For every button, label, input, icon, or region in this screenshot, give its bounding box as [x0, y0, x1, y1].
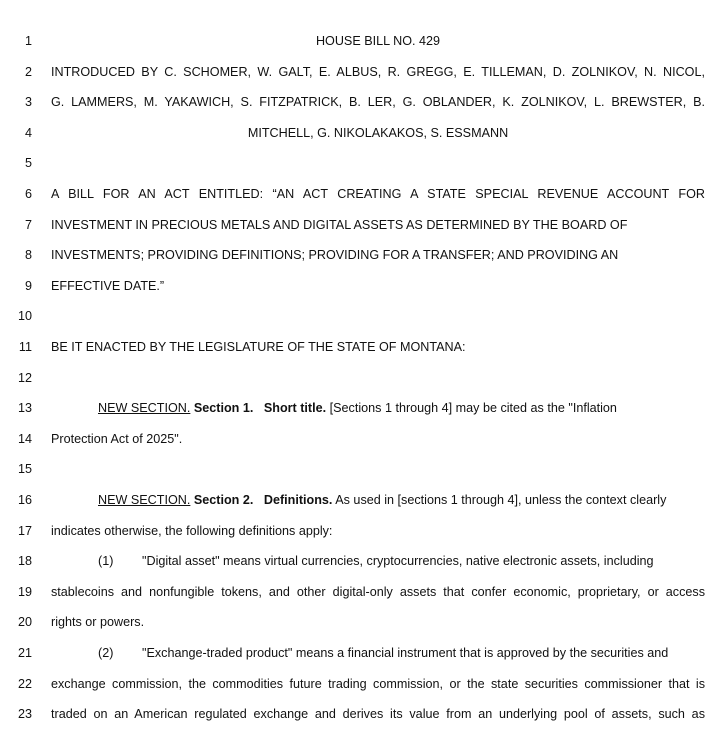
line-text: [98, 399, 705, 417]
bill-line: [0, 307, 722, 338]
bill-line: [0, 369, 722, 400]
line-number: 21: [17, 646, 32, 660]
line-text: [51, 216, 705, 234]
bill-line: [0, 675, 722, 706]
bill-line: [0, 277, 722, 308]
line-number: 10: [17, 309, 32, 324]
line-number: 16: [17, 493, 32, 507]
text-run: [253, 493, 264, 507]
text-run: G. LAMMERS, M. YAKAWICH, S. FITZPATRICK, B. LER, G. OBLANDER, K. ZOLNIKOV, L. BREWSTER, B.: [51, 95, 705, 110]
line-text: [98, 644, 705, 662]
line-text: [51, 32, 705, 50]
text-run: EFFECTIVE DATE.”: [51, 278, 165, 293]
new-section-label: NEW SECTION.: [98, 401, 191, 416]
bill-line: [0, 644, 722, 675]
bill-line: [0, 154, 722, 185]
line-number: 8: [24, 248, 32, 263]
line-number: 11: [18, 340, 32, 354]
text-run: traded on an American regulated exchange and derives its value from an underlying pool of assets, such as: [51, 707, 705, 722]
bold-heading: Short title.: [263, 401, 327, 416]
text-run: "Digital asset" means virtual currencies, cryptocurrencies, native electronic assets, including: [142, 554, 654, 569]
bill-line: [0, 613, 722, 644]
bill-line: [0, 246, 722, 277]
line-number: 7: [24, 217, 32, 232]
text-run: exchange commission, the commodities future trading commission, or the state securities commissioner that is: [51, 676, 705, 691]
text-run: INTRODUCED BY C. SCHOMER, W. GALT, E. ALBUS, R. GREGG, E. TILLEMAN, D. ZOLNIKOV, N. NICOL,: [51, 64, 705, 79]
text-run: [253, 401, 264, 415]
bill-line: [0, 430, 722, 461]
line-number: 12: [17, 370, 32, 385]
text-run: MITCHELL, G. NIKOLAKAKOS, S. ESSMANN: [247, 125, 509, 140]
new-section-label: NEW SECTION.: [98, 493, 191, 507]
line-text: [51, 124, 705, 142]
line-text: [51, 430, 705, 448]
text-run: [Sections 1 through 4] may be cited as the "Inflation: [326, 401, 617, 416]
line-number: 20: [17, 615, 32, 630]
bill-line: [0, 124, 722, 155]
text-run: Protection Act of 2025".: [51, 431, 183, 446]
line-number: 18: [17, 554, 32, 569]
bill-line: [0, 216, 722, 247]
bill-line: [0, 32, 722, 63]
text-run: A BILL FOR AN ACT ENTITLED: “AN ACT CREATING A STATE SPECIAL REVENUE ACCOUNT FOR: [51, 187, 705, 201]
text-run: "Exchange-traded product" means a financial instrument that is approved by the securities and: [142, 646, 669, 660]
line-number: 14: [17, 431, 32, 446]
text-run: BE IT ENACTED BY THE LEGISLATURE OF THE STATE OF MONTANA:: [51, 340, 466, 354]
line-text: [51, 338, 705, 356]
subsection-number: (2): [98, 646, 114, 660]
bill-line: [0, 705, 722, 736]
bill-line: [0, 460, 722, 491]
text-run: indicates otherwise, the following definitions apply:: [51, 523, 333, 538]
line-number: 22: [17, 676, 32, 691]
line-number: 1: [24, 34, 32, 48]
line-text: [51, 522, 705, 540]
text-run: rights or powers.: [51, 615, 145, 630]
line-text: [51, 705, 705, 723]
bill-line: [0, 399, 722, 430]
line-number: 9: [24, 278, 32, 293]
line-number: 5: [24, 156, 32, 171]
bill-line: [0, 338, 722, 369]
bold-heading: Section 1.: [193, 401, 254, 416]
text-run: stablecoins and nonfungible tokens, and other digital-only assets that confer economic, proprietary, or access: [51, 584, 705, 599]
line-text: [98, 491, 705, 509]
line-number: 19: [17, 584, 32, 599]
line-number: 23: [17, 707, 32, 722]
line-text: [51, 63, 705, 81]
subsection-number: (1): [98, 554, 114, 569]
line-number: 6: [24, 187, 32, 201]
line-text: [51, 675, 705, 693]
line-number: 15: [17, 462, 32, 477]
bill-line: [0, 491, 722, 522]
text-run: INVESTMENT IN PRECIOUS METALS AND DIGITAL ASSETS AS DETERMINED BY THE BOARD OF: [51, 217, 628, 232]
text-run: INVESTMENTS; PROVIDING DEFINITIONS; PROVIDING FOR A TRANSFER; AND PROVIDING AN: [51, 248, 619, 263]
line-number: 2: [24, 64, 32, 79]
bill-line: [0, 522, 722, 553]
bill-line: [0, 583, 722, 614]
line-text: [51, 583, 705, 601]
line-number: 17: [17, 523, 32, 538]
bill-line: [0, 185, 722, 216]
bill-line: [0, 552, 722, 583]
line-text: [98, 552, 705, 570]
line-text: [51, 277, 705, 295]
bill-line: [0, 63, 722, 94]
line-text: [51, 93, 705, 111]
text-run: HOUSE BILL NO. 429: [315, 34, 441, 48]
text-run: As used in [sections 1 through 4], unless the context clearly: [332, 493, 667, 507]
line-number: 4: [24, 125, 32, 140]
line-text: [51, 185, 705, 203]
bill-line: [0, 93, 722, 124]
line-number: 13: [17, 401, 32, 416]
line-number: 3: [24, 95, 32, 110]
line-text: [51, 613, 705, 631]
bold-heading: Section 2.: [193, 493, 254, 507]
line-text: [51, 246, 705, 264]
bold-heading: Definitions.: [263, 493, 333, 507]
